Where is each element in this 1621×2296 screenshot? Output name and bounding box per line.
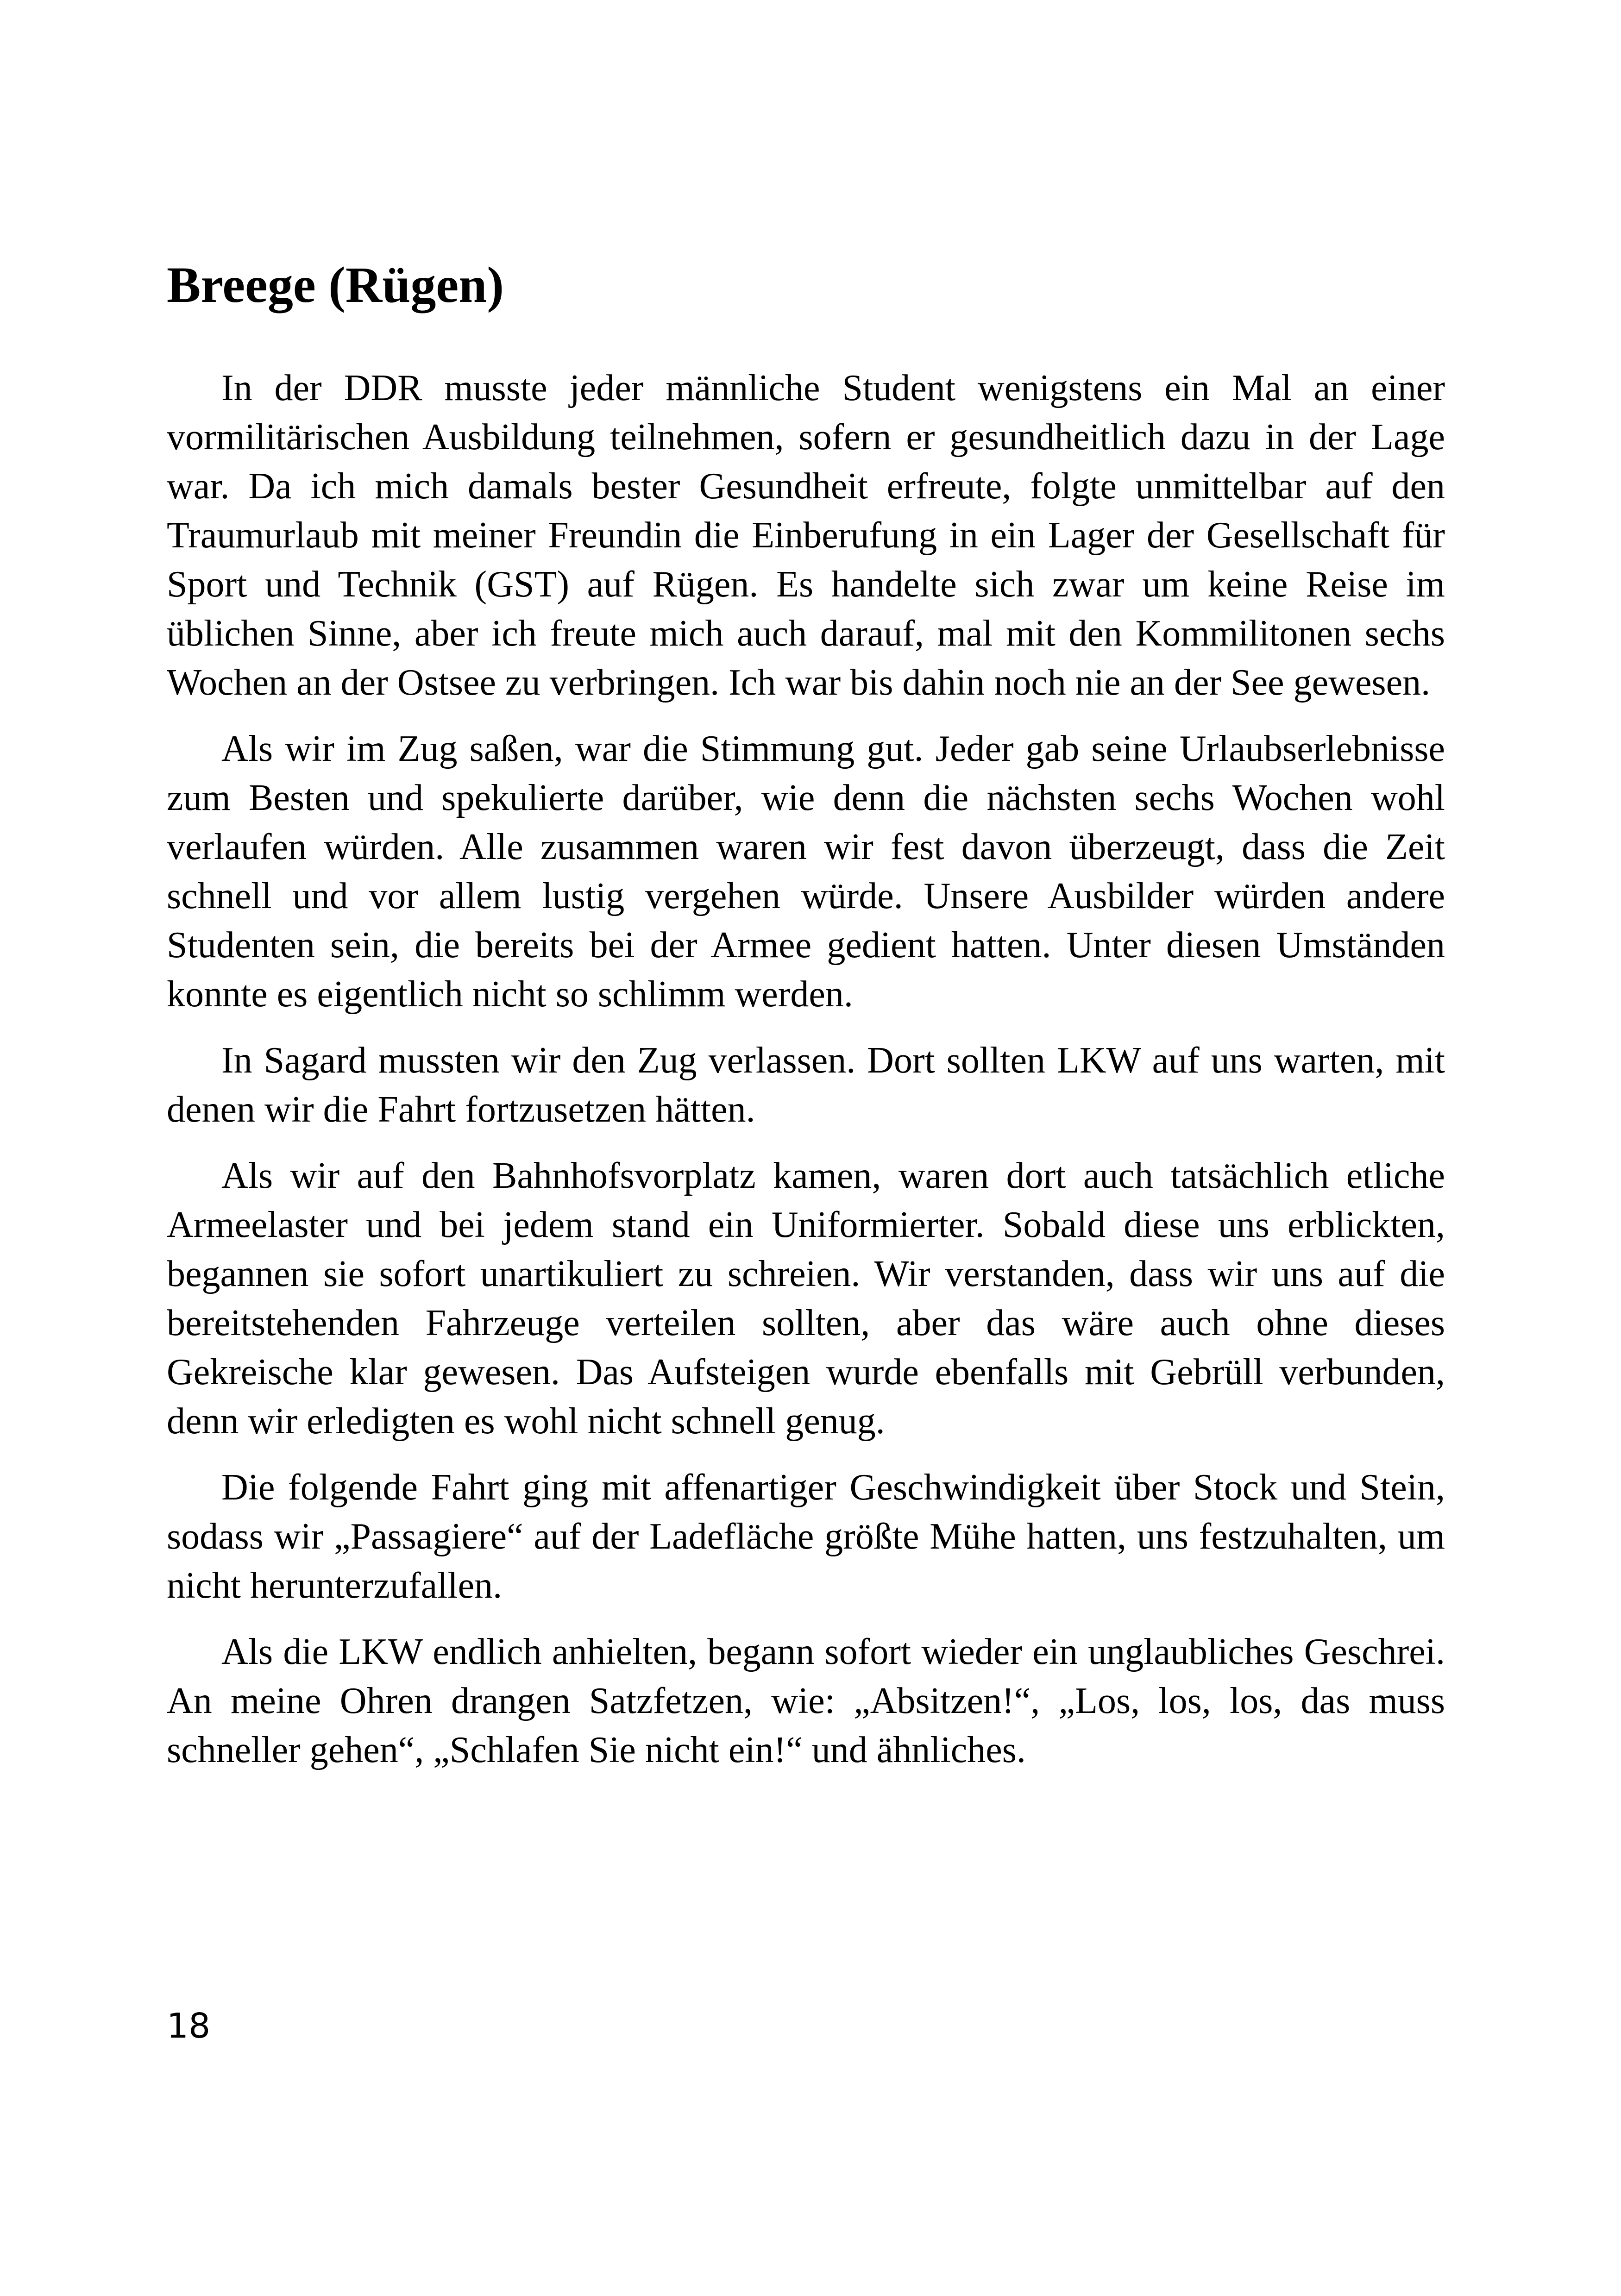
paragraph-2: Als wir im Zug saßen, war die Stimmung gut. Jeder gab seine Urlaubserlebnisse zum Besten und spekulierte darüber, wie denn die nächsten sechs Wochen wohl verlaufen würden. Alle zusammen waren wir fest davon überzeugt, dass die Zeit schnell und vor allem lustig vergehen würde. Unsere Ausbilder würden andere Studenten sein, die bereits bei der Armee gedient hatten. Unter diesen Umständen konnte es eigentlich nicht so schlimm werden. — [167, 728, 1445, 1015]
chapter-body — [167, 364, 1445, 1792]
chapter-title: Breege (Rügen) — [167, 257, 504, 313]
page-number: 18 — [167, 2006, 211, 2046]
paragraph-6: Als die LKW endlich anhielten, begann sofort wieder ein unglaubliches Geschrei. An meine Ohren drangen Satzfetzen, wie: „Absitzen!“, „Los, los, los, das muss schneller gehen“, „Schlafen Sie nicht ein!“ und ähnliches. — [167, 1631, 1445, 1770]
paragraph-3: In Sagard mussten wir den Zug verlassen. Dort sollten LKW auf uns warten, mit denen wir die Fahrt fortzusetzen hätten. — [167, 1040, 1445, 1130]
paragraph-4: Als wir auf den Bahnhofsvorplatz kamen, waren dort auch tatsächlich etliche Armeelaster und bei jedem stand ein Uniformierter. Sobald diese uns erblickten, begannen sie sofort unartikuliert zu schreien. Wir verstanden, dass wir uns auf die bereitstehenden Fahrzeuge verteilen sollten, aber das wäre auch ohne dieses Gekreische klar gewesen. Das Aufsteigen wurde ebenfalls mit Gebrüll verbunden, denn wir erledigten es wohl nicht schnell genug. — [167, 1155, 1445, 1442]
paragraph-1: In der DDR musste jeder männliche Student wenigstens ein Mal an einer vormilitärischen Ausbildung teilnehmen, sofern er gesundheitlich dazu in der Lage war. Da ich mich damals bester Gesundheit erfreute, folgte unmittelbar auf den Traumurlaub mit meiner Freundin die Einberufung in ein Lager der Gesellschaft für Sport und Technik (GST) auf Rügen. Es handelte sich zwar um keine Reise im üblichen Sinne, aber ich freute mich auch darauf, mal mit den Kommilitonen sechs Wochen an der Ostsee zu verbringen. Ich war bis dahin noch nie an der See gewesen. — [167, 368, 1445, 703]
paragraph-5: Die folgende Fahrt ging mit affenartiger Geschwindigkeit über Stock und Stein, sodass wir „Passagiere“ auf der Ladefläche größte Mühe hatten, uns festzuhalten, um nicht herunterzufallen. — [167, 1467, 1445, 1606]
